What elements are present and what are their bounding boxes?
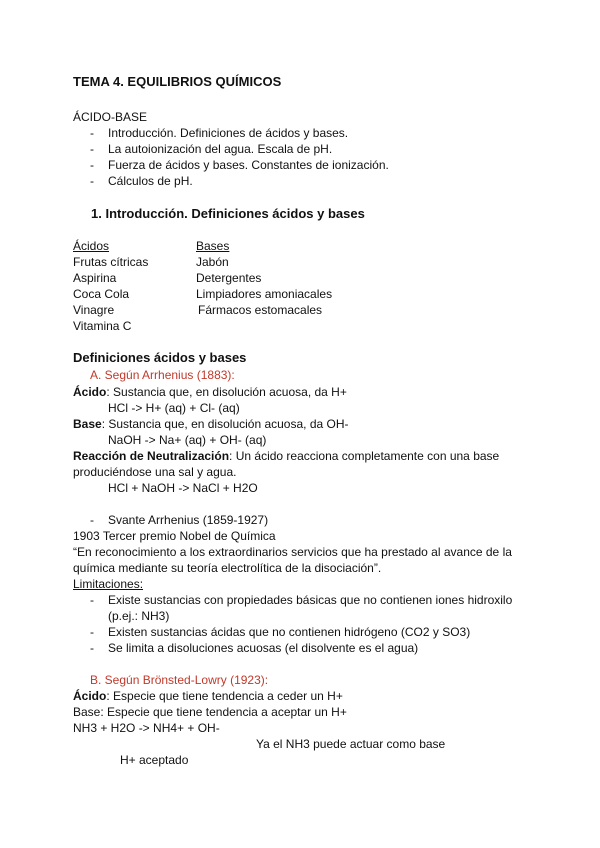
base-example: Jabón — [196, 255, 229, 269]
limitation-item: Existen sustancias ácidas que no contienen hidrógeno (CO2 y SO3) — [108, 625, 471, 639]
arrhenius-person: Svante Arrhenius (1859-1927) — [108, 513, 269, 527]
arrhenius-base-definition — [73, 417, 349, 431]
neutralization-text-continued: produciéndose una sal y agua. — [73, 465, 237, 479]
limitation-item: Existe sustancias con propiedades básicas que no contienen iones hidroxilo — [108, 593, 513, 607]
limitation-item: Se limita a disoluciones acuosas (el disolvente es el agua) — [108, 641, 419, 655]
nobel-prize-line: 1903 Tercer premio Nobel de Química — [73, 529, 276, 543]
acid-term: Ácido — [73, 385, 107, 399]
acid-example: Frutas cítricas — [73, 255, 149, 269]
section-heading-1: 1. Introducción. Definiciones ácidos y bases — [91, 206, 365, 221]
arrhenius-base-equation: NaOH -> Na+ (aq) + OH- (aq) — [108, 433, 267, 447]
acid-term: Ácido — [73, 689, 107, 703]
bronsted-note: Ya el NH3 puede actuar como base — [256, 737, 446, 751]
bullet-dash: - — [90, 158, 94, 172]
neutralization-definition — [73, 449, 499, 463]
toc-item: La autoionización del agua. Escala de pH. — [108, 142, 333, 156]
bronsted-equation: NH3 + H2O -> NH4+ + OH- — [73, 721, 220, 735]
acid-example: Coca Cola — [73, 287, 130, 301]
bullet-dash: - — [90, 593, 94, 607]
limitations-heading: Limitaciones: — [73, 577, 144, 591]
acids-column-header: Ácidos — [73, 239, 110, 253]
acid-example: Vinagre — [73, 303, 115, 317]
bullet-dash: - — [90, 513, 94, 527]
acid-definition-text: : Sustancia que, en disolución acuosa, da H+ — [106, 385, 347, 399]
acid-definition-text: : Especie que tiene tendencia a ceder un H+ — [106, 689, 343, 703]
definitions-heading: Definiciones ácidos y bases — [73, 350, 247, 365]
bronsted-base-definition: Base: Especie que tiene tendencia a aceptar un H+ — [73, 705, 347, 719]
neutralization-term: Reacción de Neutralización — [73, 449, 230, 463]
bullet-dash: - — [90, 142, 94, 156]
base-term: Base — [73, 417, 102, 431]
bronsted-acid-definition — [73, 689, 343, 703]
base-definition-text: : Sustancia que, en disolución acuosa, da OH- — [101, 417, 349, 431]
nobel-quote-line-1: “En reconocimiento a los extraordinarios servicios que ha prestado al avance de la — [73, 545, 512, 559]
acid-example: Vitamina C — [73, 319, 132, 333]
bullet-dash: - — [90, 126, 94, 140]
bullet-dash: - — [90, 625, 94, 639]
toc-item: Introducción. Definiciones de ácidos y bases. — [108, 126, 349, 140]
page-title: TEMA 4. EQUILIBRIOS QUÍMICOS — [73, 74, 282, 89]
bullet-dash: - — [90, 641, 94, 655]
arrhenius-acid-equation: HCl -> H+ (aq) + Cl- (aq) — [108, 401, 240, 415]
limitation-item-continued: (p.ej.: NH3) — [108, 609, 170, 623]
nobel-quote-line-2: química mediante su teoría electrolítica de la disociación”. — [73, 561, 382, 575]
toc-item: Fuerza de ácidos y bases. Constantes de ionización. — [108, 158, 389, 172]
base-example: Limpiadores amoniacales — [196, 287, 333, 301]
neutralization-text: : Un ácido reacciona completamente con una base — [229, 449, 500, 463]
acid-example: Aspirina — [73, 271, 117, 285]
toc-item: Cálculos de pH. — [108, 174, 193, 188]
bullet-dash: - — [90, 174, 94, 188]
arrhenius-label: A. Según Arrhenius (1883): — [90, 368, 235, 382]
arrhenius-acid-definition — [73, 385, 347, 399]
base-example: Fármacos estomacales — [198, 303, 323, 317]
bases-column-header: Bases — [196, 239, 230, 253]
section-label-acid-base: ÁCIDO-BASE — [73, 110, 148, 124]
bronsted-note-proton: H+ aceptado — [120, 753, 189, 767]
bronsted-label: B. Según Brönsted-Lowry (1923): — [90, 673, 269, 687]
neutralization-equation: HCl + NaOH -> NaCl + H2O — [108, 481, 258, 495]
base-example: Detergentes — [196, 271, 262, 285]
